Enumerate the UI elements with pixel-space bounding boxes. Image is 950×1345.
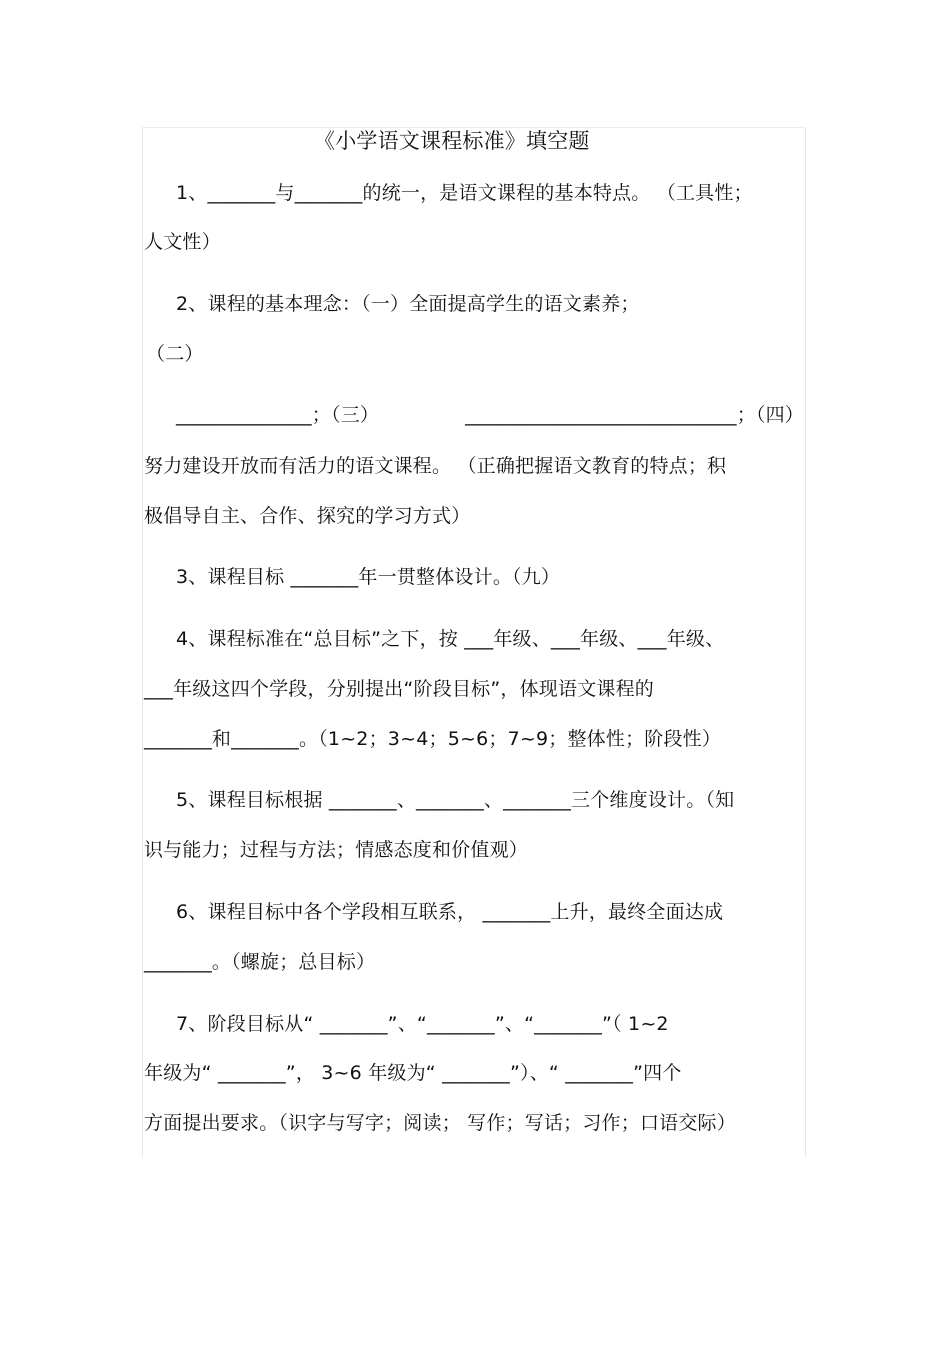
question-7-line-1: 7、阶段目标从“ _______”、“_______”、“_______”（ 1~2: [176, 1013, 669, 1035]
question-6-line-2: _______。（螺旋；总目标）: [144, 951, 376, 973]
question-2-line-4: 努力建设开放而有活力的语文课程。 （正确把握语文教育的特点；积: [144, 455, 727, 477]
question-5-line-1: 5、课程目标根据 _______、_______、_______三个维度设计。（知: [176, 789, 735, 811]
question-2-line-5: 极倡导自主、合作、探究的学习方式）: [144, 505, 471, 527]
question-4-line-2: ___年级这四个学段，分别提出“阶段目标”，体现语文课程的: [144, 678, 654, 700]
question-7-line-3: 方面提出要求。（识字与写字；阅读； 写作；写话；习作；口语交际）: [144, 1112, 736, 1134]
question-6-line-1: 6、课程目标中各个学段相互联系， _______上升，最终全面达成: [176, 901, 724, 923]
question-3-line-1: 3、课程目标 _______年一贯整体设计。（九）: [176, 566, 561, 588]
question-2-line-3: [176, 402, 804, 428]
question-1-line-2: 人文性）: [144, 231, 221, 253]
question-7-line-2: 年级为“ _______”， 3~6 年级为“ _______”）、“ _______”四个: [144, 1062, 682, 1084]
question-2-line-3-part-a: ______________；（三）: [176, 404, 380, 426]
question-5-line-2: 识与能力；过程与方法；情感态度和价值观）: [144, 839, 529, 861]
question-1-line-1: 1、_______与_______的统一，是语文课程的基本特点。 （工具性；: [176, 182, 753, 204]
page-title: 《小学语文课程标准》填空题: [314, 129, 590, 153]
question-2-line-2: （二）: [146, 343, 204, 365]
question-2-line-1: 2、课程的基本理念：（一）全面提高学生的语文素养；: [176, 293, 640, 315]
question-4-line-3: _______和_______。（1~2；3~4；5~6；7~9；整体性；阶段性）: [144, 728, 722, 750]
question-2-line-3-part-b: ____________________________；（四）: [465, 404, 804, 426]
question-4-line-1: 4、课程标准在“总目标”之下，按 ___年级、___年级、___年级、: [176, 628, 725, 650]
